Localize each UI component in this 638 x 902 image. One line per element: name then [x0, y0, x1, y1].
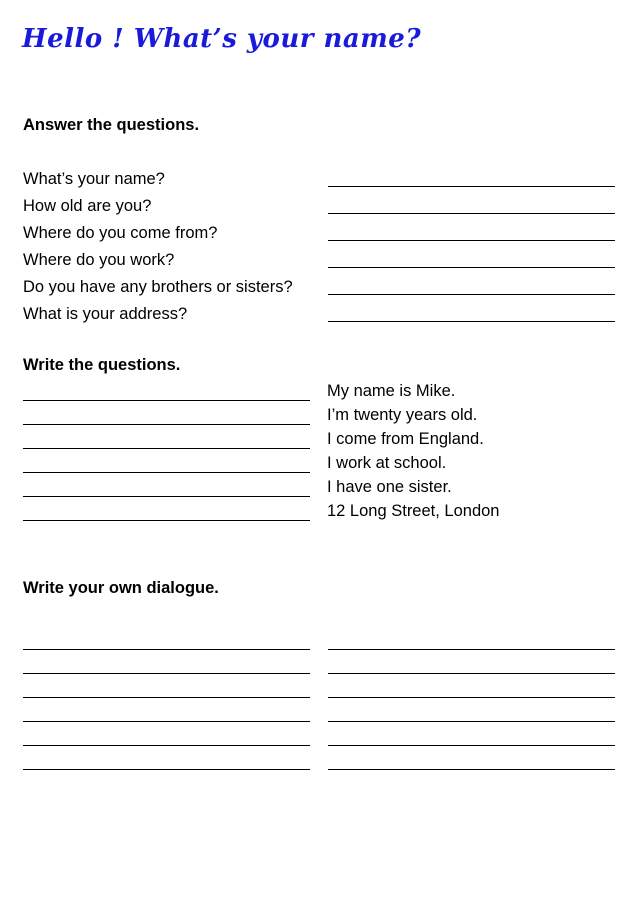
answer-line-4[interactable] — [328, 267, 615, 268]
question-6: What is your address? — [23, 305, 188, 323]
question-1: What’s your name? — [23, 170, 165, 188]
dialogue-line-left-3[interactable] — [23, 697, 310, 698]
question-line-5[interactable] — [23, 496, 310, 497]
dialogue-line-right-4[interactable] — [328, 721, 615, 722]
dialogue-line-right-2[interactable] — [328, 673, 615, 674]
given-answer-6: 12 Long Street, London — [327, 502, 500, 520]
given-answer-5: I have one sister. — [327, 478, 452, 496]
dialogue-line-left-4[interactable] — [23, 721, 310, 722]
dialogue-line-right-1[interactable] — [328, 649, 615, 650]
question-3: Where do you come from? — [23, 224, 218, 242]
question-line-2[interactable] — [23, 424, 310, 425]
dialogue-line-right-3[interactable] — [328, 697, 615, 698]
question-line-4[interactable] — [23, 472, 310, 473]
question-4: Where do you work? — [23, 251, 175, 269]
question-line-1[interactable] — [23, 400, 310, 401]
dialogue-line-left-5[interactable] — [23, 745, 310, 746]
dialogue-line-left-1[interactable] — [23, 649, 310, 650]
question-5: Do you have any brothers or sisters? — [23, 278, 293, 296]
dialogue-line-left-6[interactable] — [23, 769, 310, 770]
answer-line-3[interactable] — [328, 240, 615, 241]
question-2: How old are you? — [23, 197, 152, 215]
given-answer-4: I work at school. — [327, 454, 447, 472]
answer-line-2[interactable] — [328, 213, 615, 214]
section-answer-heading: Answer the questions. — [23, 116, 200, 134]
dialogue-line-right-6[interactable] — [328, 769, 615, 770]
question-line-6[interactable] — [23, 520, 310, 521]
given-answer-1: My name is Mike. — [327, 382, 456, 400]
given-answer-3: I come from England. — [327, 430, 484, 448]
question-line-3[interactable] — [23, 448, 310, 449]
given-answer-2: I’m twenty years old. — [327, 406, 478, 424]
section-dialogue-heading: Write your own dialogue. — [23, 579, 219, 597]
answer-line-5[interactable] — [328, 294, 615, 295]
dialogue-line-left-2[interactable] — [23, 673, 310, 674]
answer-line-1[interactable] — [328, 186, 615, 187]
section-questions-heading: Write the questions. — [23, 356, 181, 374]
page-title: Hello ! What’s your name? — [22, 24, 422, 54]
answer-line-6[interactable] — [328, 321, 615, 322]
dialogue-line-right-5[interactable] — [328, 745, 615, 746]
